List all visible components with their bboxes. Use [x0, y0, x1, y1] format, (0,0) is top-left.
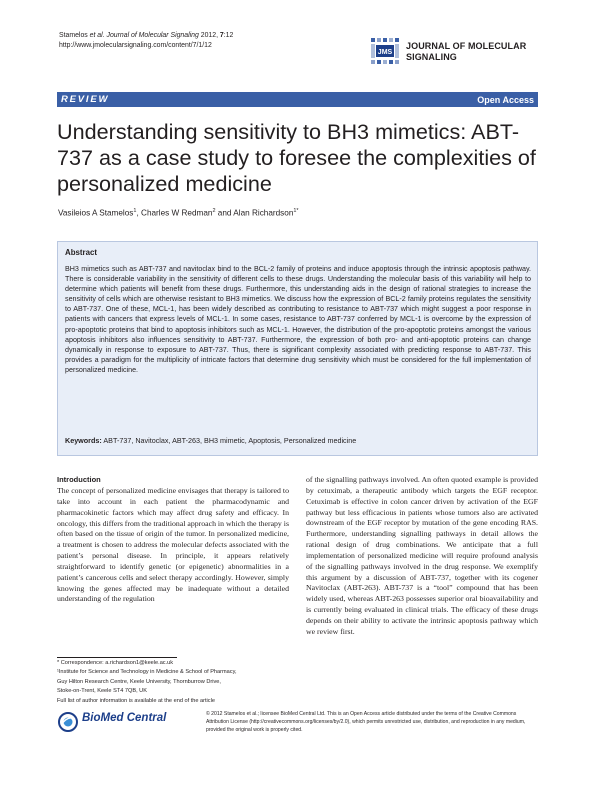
affiliation-line: Guy Hilton Research Centre, Keele University, Thornburrow Drive, [57, 678, 221, 685]
citation-authors: Stamelos [59, 32, 90, 39]
citation-etal: et al. [89, 32, 105, 39]
jms-logo-icon [369, 36, 401, 66]
jms-logo-abbrev: JMS [377, 49, 393, 56]
author-list: Vasileios A Stamelos$^1$, Charles W Redman$^2$ and Alan Richardson$^{1*}$ [58, 208, 299, 218]
license-statement: © 2012 Stamelos et al.; licensee BioMed Central Ltd. This is an Open Access article distributed under the terms of the Creative Commons Attribution License (http://creativecommons.org/licenses/by/2.0), which permits unrestricted use, distribution, and reproduction in any medium, provided the original work is properly cited. [206, 711, 526, 733]
section-heading-introduction: Introduction [57, 475, 101, 484]
citation-pages: :12 [223, 32, 234, 39]
article-type-banner [57, 92, 538, 107]
citation-volume: 7 [219, 32, 224, 39]
footnotes [57, 659, 289, 706]
keywords-list: ABT-737, Navitoclax, ABT-263, BH3 mimetic, Apoptosis, Personalized medicine [103, 436, 357, 445]
abstract-text: BH3 mimetics such as ABT-737 and navitoclax bind to the BCL-2 family of proteins and induce apoptosis through the intrinsic apoptosis pathway. There is considerable variability in the sensitivity of different cells to these drugs. Understanding the molecular basis of this variability will help to determine which patients will benefit from these drugs. Furthermore, this understanding aids in the design of rational strategies to increase the sensitivity of cells which are otherwise resistant to BH3 mimetics. We discuss how the expression of BCL-2 family proteins regulates the sensitivity to ABT-737. One of these, MCL-1, has been widely described as contributing to resistance to ABT-737 which might suggest a poor response in patients with cancers that express levels of MCL-1. In some cases, resistance to ABT-737 conferred by MCL-1 is overcome by the expression of pro-apoptotic proteins that bind to apoptosis inhibitors such as MCL-1. However, the distribution of the pro-apoptotic proteins amongst the various apoptosis inhibitors also influences sensitivity to ABT-737. Furthermore, the expression of both pro- and anti-apoptotic proteins can change dynamically in response to exposure to ABT-737. Thus, there is significant complexity associated with predicting response to ABT-737. This provides a paradigm for the multiplicity of intricate factors that determine drug sensitivity which must be considered for the full implementation of personalized medicine. [65, 265, 531, 374]
article-url[interactable]: http://www.jmolecularsignaling.com/content/7/1/12 [59, 42, 212, 49]
publisher-name [82, 712, 166, 724]
correspondence-note[interactable]: * Correspondence: a.richardson1@keele.ac.uk [57, 660, 174, 666]
body-text-right-column: of the signalling pathways involved. An often quoted example is provided by cetuximab, a therapeutic antibody which targets the EGF receptor. Cetuximab is effective in colon cancer driven by activation of the EGF pathway but less efficacious in patients whose tumors also are activated downstream of the EGF receptor by mutation of the gene encoding RAS. Furthermore, understanding signalling pathways in detail allows the rational design of drug combinations. We anticipate that a full implementation of personalized medicine will require profound analysis of the signalling pathways involved in the drug response. We exemplify this argument by a discussion of ABT-737, together with its cogener Navitoclax (ABT-263). ABT-737 is a “tool” compound that has been widely used, whereas ABT-263 possesses superior oral bioavailability and is currently being evaluated in clinical trials. The efficacy of these drugs depends on their ability to activate the intrinsic apoptosis pathway which we review first. [306, 475, 538, 636]
citation-journal: Journal of Molecular Signaling [104, 32, 199, 39]
publisher-name-bio: BioMed [82, 712, 124, 724]
author-name: Vasileios A Stamelos [58, 208, 134, 218]
citation-year: 2012, [198, 32, 220, 39]
author-name: Charles W Redman [141, 208, 213, 218]
author-info-note: Full list of author information is available at the end of the article [57, 697, 215, 704]
citation-block [59, 31, 359, 51]
author-separator: and [215, 208, 234, 218]
author-affiliation-mark: 1* [293, 208, 299, 214]
author-affiliation-mark: 1 [133, 208, 137, 214]
author-name: Alan Richardson [233, 208, 294, 218]
keywords-label: Keywords: [65, 436, 102, 445]
abstract-heading: Abstract [65, 248, 98, 257]
author-affiliation-mark: 2 [212, 208, 216, 214]
citation-line [59, 31, 359, 41]
publisher-name-central: Central [123, 712, 167, 724]
article-type-label: REVIEW [61, 94, 110, 105]
open-access-label: Open Access [477, 94, 534, 105]
keywords [65, 436, 531, 446]
affiliation-line: ¹Institute for Science and Technology in Medicine & School of Pharmacy, [57, 669, 237, 676]
affiliation-line: Stoke-on-Trent, Keele ST4 7QB, UK [57, 688, 147, 695]
footnote-divider [57, 657, 177, 658]
article-title: Understanding sensitivity to BH3 mimetics: ABT-737 as a case study to foresee the complexities of personalized medicine [57, 119, 536, 196]
journal-logo-text: JOURNAL OF MOLECULAR SIGNALING [406, 41, 527, 62]
body-text-left-column: The concept of personalized medicine envisages that therapy is tailored to take into account in each patient the pharmacodynamic and pharmacokinetic factors which may affect drug safety and efficacy. In oncology, this differs from the traditional approach in which the therapy is often based on the tissue of origin of the tumor. In personalized medicine, a treatment is chosen to address the molecular defects associated with the patient’s personal disease. In principle, it appears relatively straightforward to identify genetic (or epigenetic) abnormalities in a patient’s cancerous cells and select therapy accordingly. However, simply knowing the genes affected may be inadequate without a detailed understanding of the regulation [57, 486, 289, 604]
